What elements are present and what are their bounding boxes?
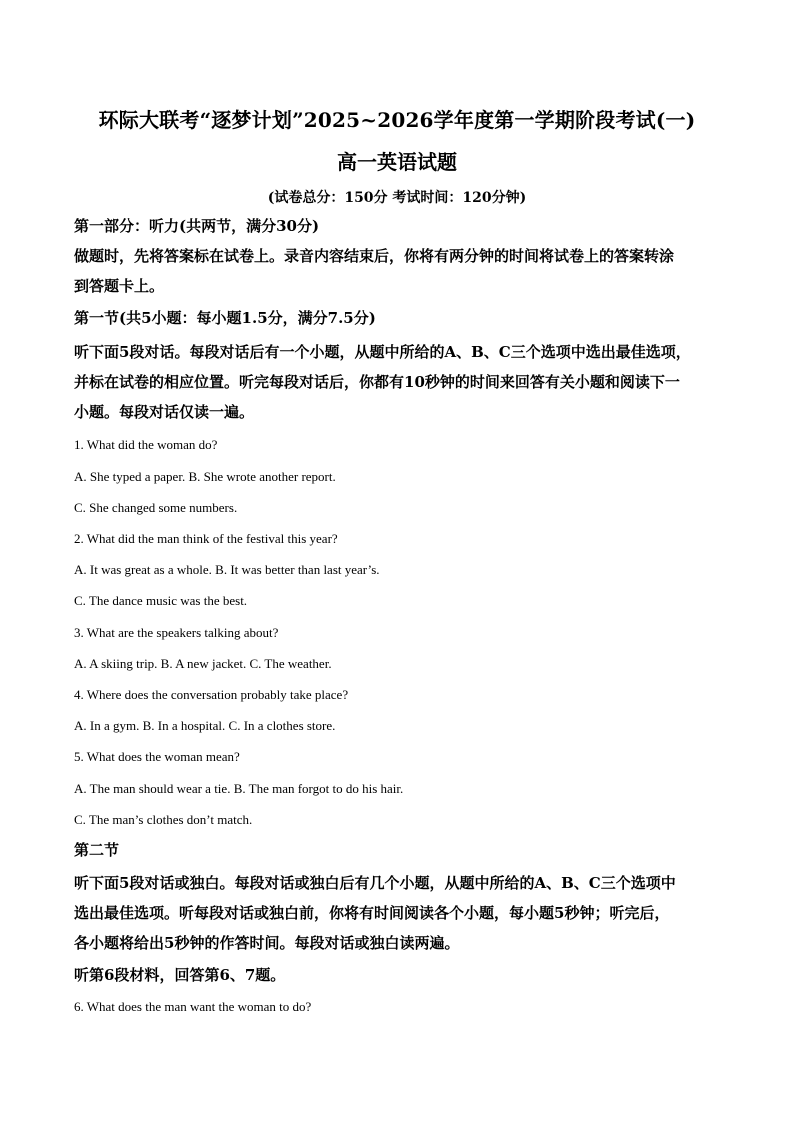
section2-heading: 第二节 xyxy=(74,841,120,859)
section2-material-label: 听第6段材料，回答第6、7题。 xyxy=(74,966,286,984)
question-3-options: A. A skiing trip. B. A new jacket. C. The weather. xyxy=(74,656,332,671)
question-6: 6. What does the man want the woman to do? xyxy=(74,999,312,1014)
part1-instruction-line: 做题时，先将答案标在试卷上。录音内容结束后，你将有两分钟的时间将试卷上的答案转涂 xyxy=(74,247,675,265)
question-1: 1. What did the woman do? xyxy=(74,437,218,452)
exam-title: 环际大联考“逐梦计划”2025~2026学年度第一学期阶段考试(一) xyxy=(98,108,696,132)
question-4-options: A. In a gym. B. In a hospital. C. In a clothes store. xyxy=(74,718,336,733)
question-4: 4. Where does the conversation probably take place? xyxy=(74,687,349,702)
exam-info: (试卷总分：150分 考试时间：120分钟) xyxy=(267,190,527,206)
section2-instruction-line: 选出最佳选项。听每段对话或独白前，你将有时间阅读各个小题，每小题5秒钟；听完后， xyxy=(74,904,670,922)
question-2-options: C. The dance music was the best. xyxy=(74,593,248,608)
section1-heading: 第一节(共5小题：每小题1.5分，满分7.5分) xyxy=(74,309,376,327)
question-1-options: C. She changed some numbers. xyxy=(74,500,238,515)
question-3: 3. What are the speakers talking about? xyxy=(74,625,279,640)
part1-heading: 第一部分：听力(共两节，满分30分) xyxy=(74,217,320,235)
question-5: 5. What does the woman mean? xyxy=(74,749,240,764)
question-5-options: C. The man’s clothes don’t match. xyxy=(74,812,253,827)
question-2: 2. What did the man think of the festival this year? xyxy=(74,531,338,546)
section2-instruction-line: 听下面5段对话或独白。每段对话或独白后有几个小题，从题中所给的A、B、C三个选项中 xyxy=(74,874,676,892)
section1-instruction-line: 小题。每段对话仅读一遍。 xyxy=(74,403,255,421)
exam-subtitle: 高一英语试题 xyxy=(337,150,457,174)
question-2-options: A. It was great as a whole. B. It was better than last year’s. xyxy=(74,562,380,577)
part1-instruction-line: 到答题卡上。 xyxy=(74,277,165,295)
section1-instruction-line: 并标在试卷的相应位置。听完每段对话后，你都有10秒钟的时间来回答有关小题和阅读下一 xyxy=(74,373,680,391)
section2-instruction-line: 各小题将给出5秒钟的作答时间。每段对话或独白读两遍。 xyxy=(74,934,460,952)
question-1-options: A. She typed a paper. B. She wrote another report. xyxy=(74,469,336,484)
question-5-options: A. The man should wear a tie. B. The man forgot to do his hair. xyxy=(74,781,404,796)
section1-instruction-line: 听下面5段对话。每段对话后有一个小题，从题中所给的A、B、C三个选项中选出最佳选项， xyxy=(74,343,691,361)
